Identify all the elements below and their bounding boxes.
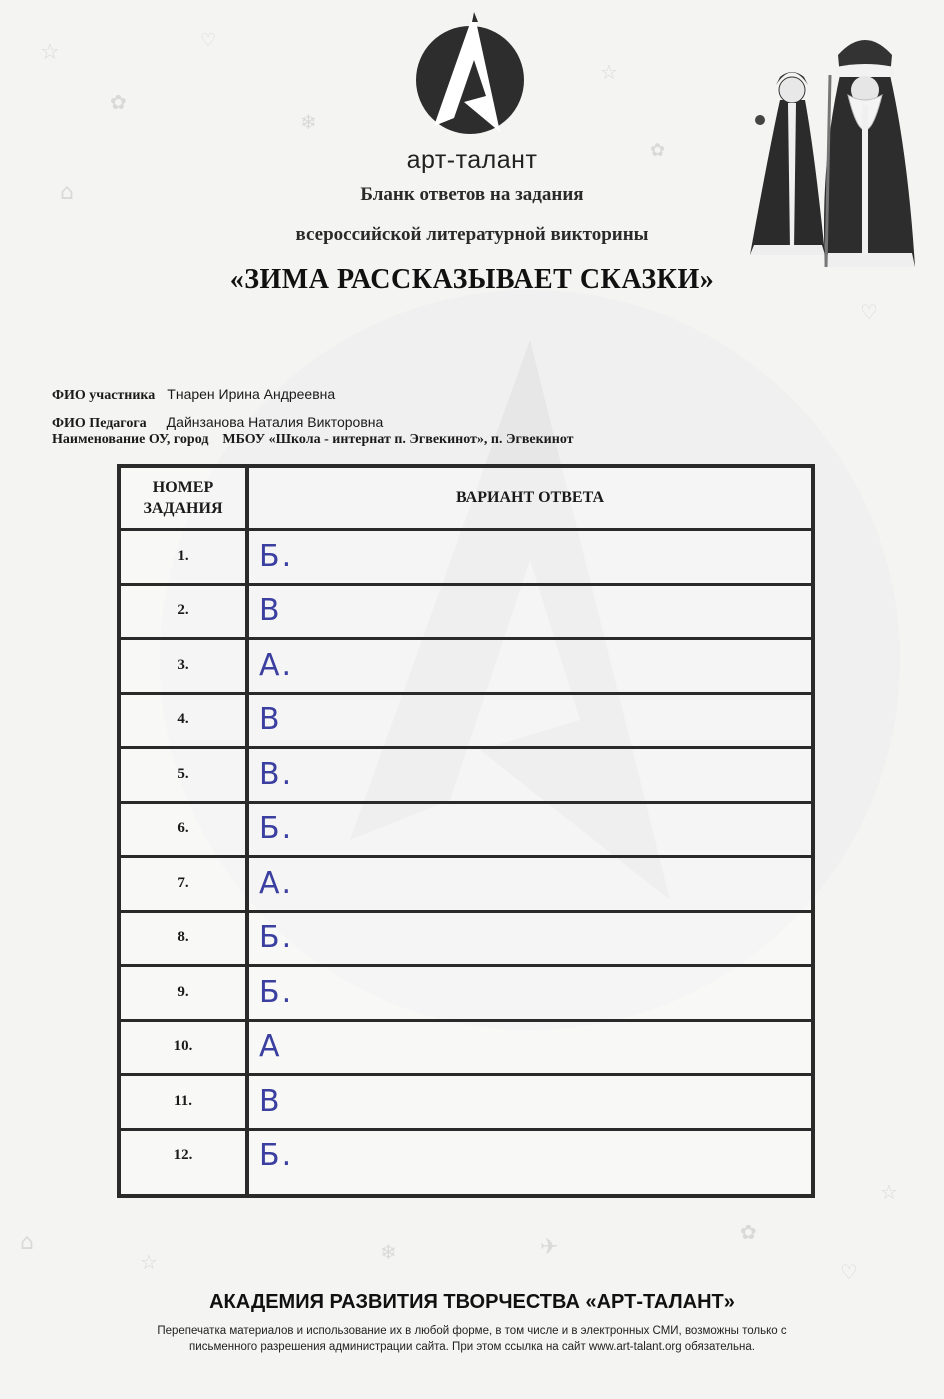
task-number: 12. (173, 1147, 193, 1164)
task-number: 6. (177, 820, 189, 837)
handwritten-answer: А (259, 1029, 282, 1065)
handwritten-answer: А. (259, 865, 294, 901)
handwritten-answer: Б. (259, 811, 294, 847)
participant-label: ФИО участника (52, 388, 156, 403)
participant-row (52, 386, 335, 404)
school-row (52, 432, 574, 448)
star-doodle-icon: ☆ (140, 1250, 158, 1274)
task-number: 3. (177, 656, 189, 673)
house-doodle-icon: ⌂ (60, 180, 74, 205)
handwritten-answer: Б. (259, 1138, 294, 1174)
brand-name: арт-талант (406, 146, 538, 174)
task-number: 11. (174, 1092, 192, 1109)
table-row (121, 586, 811, 641)
task-number: 10. (173, 1038, 193, 1055)
table-row (121, 858, 811, 913)
handwritten-answer: В (259, 702, 282, 738)
table-row (121, 749, 811, 804)
table-row (121, 1131, 811, 1183)
art-talant-logo (414, 8, 526, 150)
snowflake-doodle-icon: ❄ (380, 1240, 397, 1264)
task-number: 9. (177, 983, 189, 1000)
header-task-number-line2: ЗАДАНИЯ (143, 500, 223, 517)
handwritten-answer: Б. (259, 538, 294, 574)
heart-doodle-icon: ♡ (840, 1260, 858, 1284)
participant-value: Тнарен Ирина Андреевна (167, 386, 336, 402)
handwritten-answer: А. (259, 647, 294, 683)
task-number: 2. (177, 602, 189, 619)
star-doodle-icon: ☆ (880, 1180, 898, 1204)
father-frost-illustration (730, 5, 920, 280)
house-doodle-icon: ⌂ (20, 1230, 34, 1255)
heart-doodle-icon: ♡ (860, 300, 878, 324)
handwritten-answer: В (259, 593, 282, 629)
rocket-doodle-icon: ✈ (540, 1235, 559, 1260)
school-label: Наименование ОУ, город (52, 432, 209, 447)
table-row (121, 1076, 811, 1131)
subtitle-line2: всероссийской литературной викторины (295, 224, 649, 245)
task-number: 8. (177, 929, 189, 946)
header-task-number-line1: НОМЕР (152, 479, 214, 496)
heart-doodle-icon: ♡ (200, 30, 217, 51)
star-doodle-icon: ☆ (600, 60, 618, 84)
teacher-row (52, 414, 383, 432)
snowflake-doodle-icon: ❄ (300, 110, 317, 134)
flower-doodle-icon: ✿ (650, 140, 666, 161)
subtitle-line1: Бланк ответов на задания (360, 184, 584, 205)
table-row (121, 967, 811, 1022)
table-row (121, 913, 811, 968)
task-number: 1. (177, 547, 189, 564)
academy-name: АКАДЕМИЯ РАЗВИТИЯ ТВОРЧЕСТВА «АРТ-ТАЛАНТ» (209, 1291, 735, 1313)
handwritten-answer: Б. (259, 920, 294, 956)
handwritten-answer: В (259, 1083, 282, 1119)
copyright-notice-line1: Перепечатка материалов и использование их в любой форме, в том числе и в электронных СМИ, возможны только с (157, 1325, 787, 1337)
teacher-value: Дайнзанова Наталия Викторовна (166, 414, 384, 430)
copyright-notice (80, 1323, 864, 1355)
flower-doodle-icon: ✿ (110, 90, 127, 114)
school-value: МБОУ «Школа - интернат п. Эгвекинот», п. Эгвекинот (222, 432, 574, 447)
star-doodle-icon: ☆ (40, 40, 60, 65)
handwritten-answer: В. (259, 756, 294, 792)
header-answer: ВАРИАНТ ОТВЕТА (456, 489, 604, 506)
table-row (121, 640, 811, 695)
task-number: 5. (177, 765, 189, 782)
header-task-number (121, 468, 245, 528)
table-row (121, 531, 811, 586)
table-header (121, 468, 811, 531)
quiz-title: «ЗИМА РАССКАЗЫВАЕТ СКАЗКИ» (229, 264, 715, 295)
table-row (121, 1022, 811, 1077)
teacher-label: ФИО Педагога (52, 416, 147, 431)
answer-table (117, 464, 815, 1198)
copyright-notice-line2: письменного разрешения администрации сайта. При этом ссылка на сайт www.art-talant.org обязательна. (189, 1341, 755, 1353)
bird-doodle-icon: ✿ (740, 1220, 757, 1244)
task-number: 4. (177, 711, 189, 728)
table-row (121, 804, 811, 859)
task-number: 7. (177, 874, 189, 891)
table-row (121, 695, 811, 750)
handwritten-answer: Б. (259, 974, 294, 1010)
